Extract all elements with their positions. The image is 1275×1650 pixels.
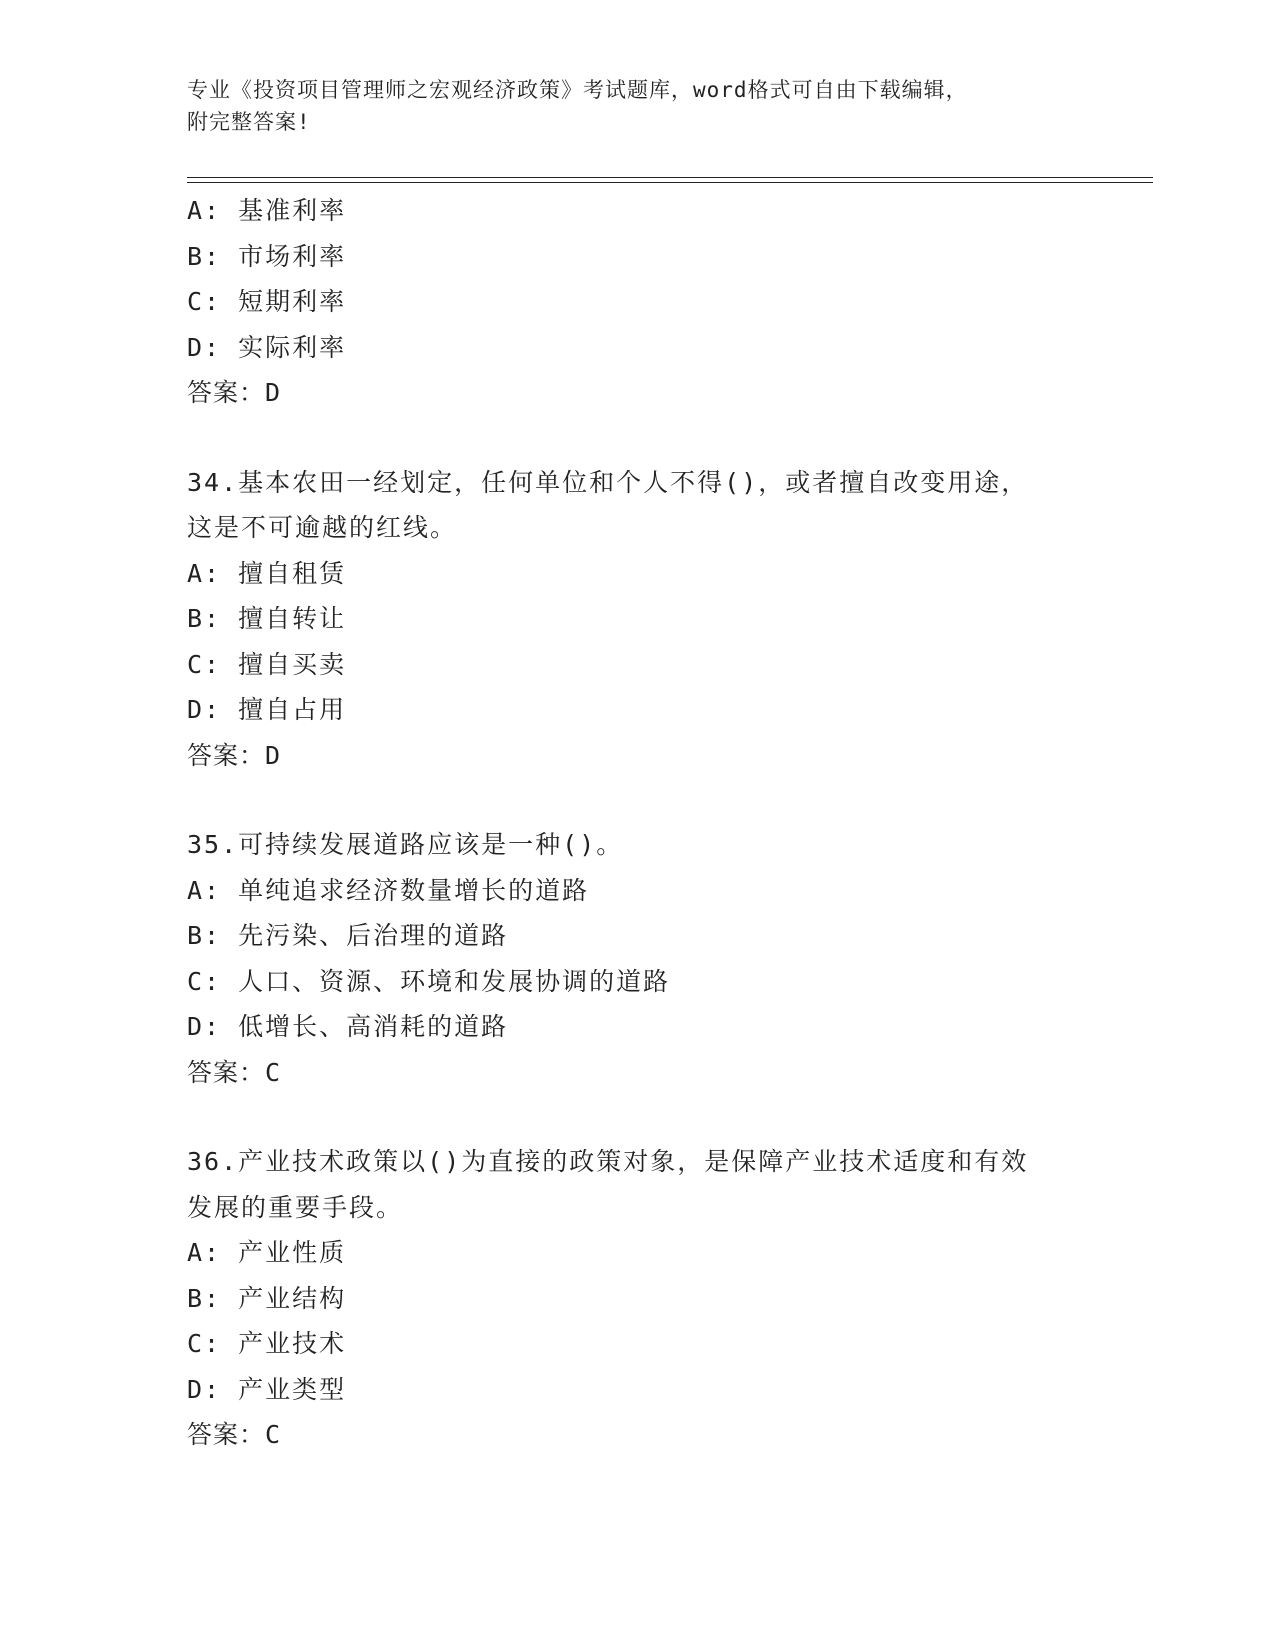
header-line-2: 附完整答案! — [187, 110, 311, 134]
question-list — [187, 188, 1087, 1458]
option-b: B: 擅自转让 — [187, 604, 347, 633]
document-header — [187, 74, 1067, 138]
option-a: A: 产业性质 — [187, 1238, 347, 1267]
question-stem-line: 这是不可逾越的红线。 — [187, 513, 458, 542]
question-spacer — [187, 416, 1087, 460]
question-block-36 — [187, 1139, 1087, 1458]
header-line-1: 专业《投资项目管理师之宏观经济政策》考试题库，word格式可自由下载编辑， — [187, 78, 968, 102]
option-c: C: 短期利率 — [187, 287, 347, 316]
option-c: C: 人口、资源、环境和发展协调的道路 — [187, 966, 671, 996]
question-stem-line: 36.产业技术政策以()为直接的政策对象，是保障产业技术适度和有效 — [187, 1147, 1029, 1176]
answer-line: 答案：C — [187, 1420, 282, 1449]
answer-line: 答案：C — [187, 1057, 282, 1087]
question-block-continued — [187, 188, 1087, 416]
option-d: D: 低增长、高消耗的道路 — [187, 1012, 509, 1041]
option-c: C: 产业技术 — [187, 1329, 347, 1358]
question-stem-line: 发展的重要手段。 — [187, 1192, 404, 1222]
question-spacer — [187, 1095, 1087, 1139]
question-spacer — [187, 778, 1087, 822]
option-a: A: 擅自租赁 — [187, 558, 347, 588]
question-block-34 — [187, 460, 1087, 779]
option-b: B: 市场利率 — [187, 241, 347, 271]
answer-line: 答案：D — [187, 740, 282, 770]
option-b: B: 先污染、后治理的道路 — [187, 921, 509, 950]
option-a: A: 基准利率 — [187, 196, 347, 225]
option-c: C: 擅自买卖 — [187, 649, 347, 679]
option-d: D: 产业类型 — [187, 1374, 347, 1404]
header-divider-top — [187, 177, 1153, 178]
option-d: D: 擅自占用 — [187, 695, 347, 724]
answer-line: 答案：D — [187, 378, 282, 407]
option-b: B: 产业结构 — [187, 1283, 347, 1313]
question-block-35 — [187, 822, 1087, 1095]
option-a: A: 单纯追求经济数量增长的道路 — [187, 875, 590, 905]
option-d: D: 实际利率 — [187, 332, 347, 362]
header-divider-bottom — [187, 182, 1153, 183]
question-stem-line: 35.可持续发展道路应该是一种()。 — [187, 830, 624, 859]
question-stem-line: 34.基本农田一经划定，任何单位和个人不得()，或者擅自改变用途， — [187, 467, 1029, 497]
